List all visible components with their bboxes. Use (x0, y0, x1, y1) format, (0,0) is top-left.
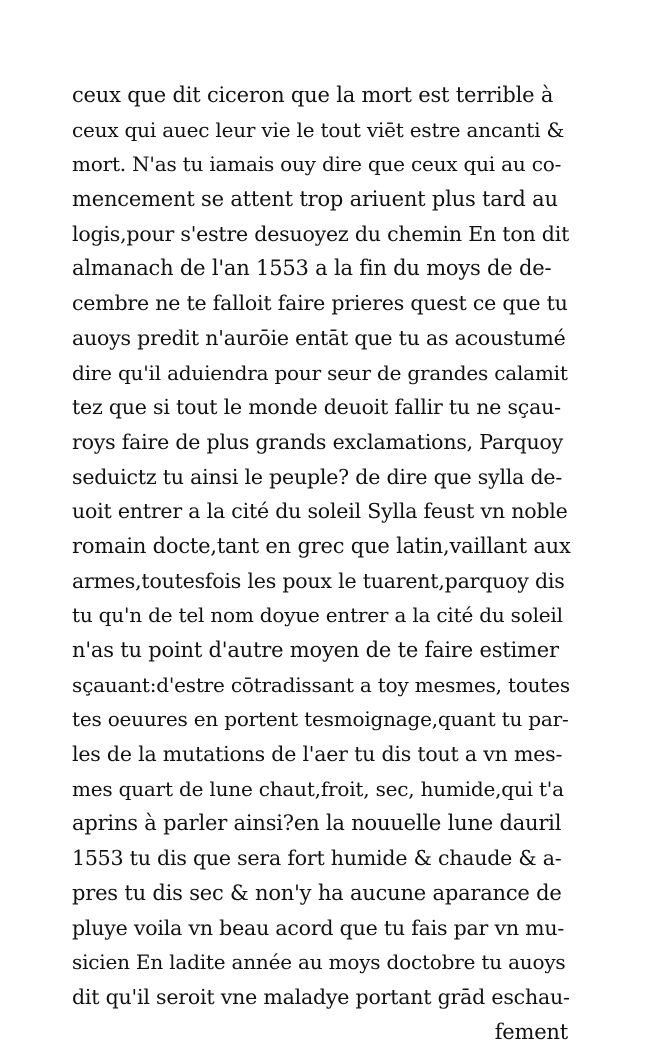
text-line: pluye voila vn beau acord que tu fais par vn mu- (72, 915, 565, 940)
text-line: dit qu'il seroit vne maladye portant grād eschau- (72, 984, 570, 1009)
text-line: les de la mutations de l'aer tu dis tout a vn mes- (72, 742, 563, 767)
text-line: sçauant:d'estre cōtradissant a toy mesmes, toutes (72, 672, 570, 697)
text-line: ceux que dit ciceron que la mort est terrible à (72, 83, 554, 107)
text-line: tes oeuures en portent tesmoignage,quant tu par- (72, 707, 569, 732)
text-line: tez que si tout le monde deuoit fallir tu ne sçau- (72, 395, 561, 420)
text-line: auoys predit n'aurōie entāt que tu as acoustumé (72, 325, 566, 350)
text-line: logis,pour s'estre desuoyez du chemin En ton dit (72, 221, 570, 246)
text-line: uoit entrer a la cité du soleil Sylla feust vn noble (72, 499, 568, 524)
text-line: romain docte,tant en grec que latin,vaillant aux (72, 533, 571, 558)
text-line: aprins à parler ainsi?en la nouuelle lune dauril (72, 811, 562, 836)
text-line: mes quart de lune chaut,froit, sec, humide,qui t'a (72, 776, 564, 801)
text-line: tu qu'n de tel nom doyue entrer a la cité du soleil (72, 603, 563, 628)
text-line: 1553 tu dis que sera fort humide & chaude & a- (72, 846, 562, 871)
text-line: mort. N'as tu iamais ouy dire que ceux qui au co- (72, 152, 562, 177)
text-line: seduictz tu ainsi le peuple? de dire que sylla de- (72, 464, 563, 489)
text-line: n'as tu point d'autre moyen de te faire estimer (72, 638, 559, 662)
text-line: sicien En ladite année au moys doctobre tu auoys (72, 950, 566, 975)
text-line: pres tu dis sec & non'y ha aucune aparance de (72, 880, 562, 905)
text-line: roys faire de plus grands exclamations, Parquoy (72, 429, 564, 454)
text-line: cembre ne te falloit faire prieres quest ce que tu (72, 291, 568, 316)
body-text (72, 78, 572, 1049)
text-line: almanach de l'an 1553 a la fin du moys de de- (72, 256, 552, 281)
catchword: fement (494, 1019, 568, 1044)
text-line: armes,toutesfois les poux le tuarent,parquoy dis (72, 568, 565, 593)
text-line: dire qu'il aduiendra pour seur de grandes calamit (72, 360, 568, 385)
text-line: mencement se attent trop ariuent plus tard au (72, 187, 558, 212)
text-line: ceux qui auec leur vie le tout viēt estre ancanti & (72, 117, 565, 142)
